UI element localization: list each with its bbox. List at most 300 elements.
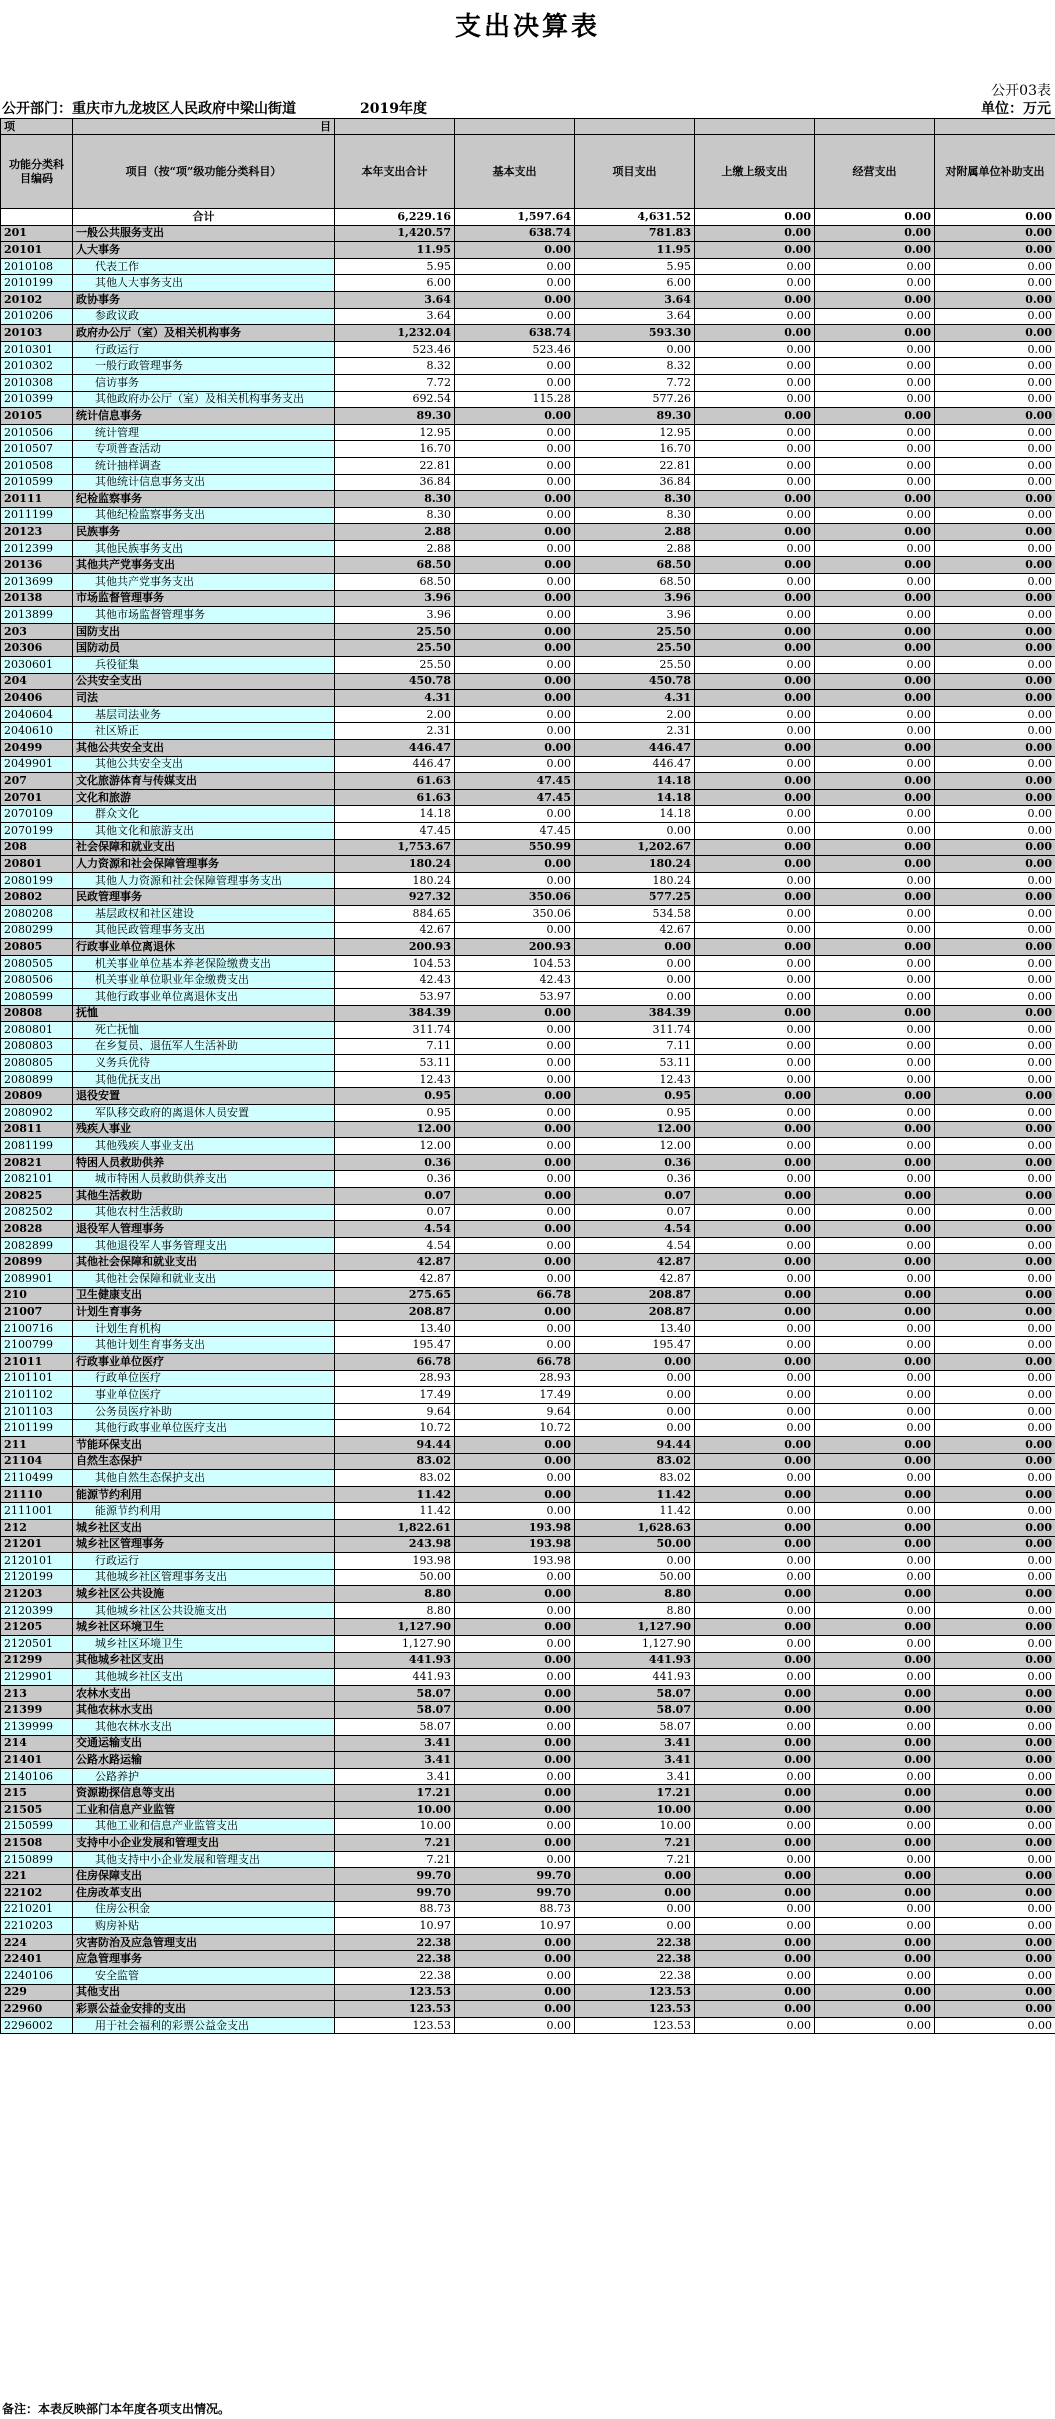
row-value: 0.00 <box>695 1519 815 1536</box>
row-value: 0.00 <box>695 1768 815 1785</box>
row-code: 2080803 <box>1 1038 73 1055</box>
row-value: 0.00 <box>935 1752 1055 1769</box>
row-name: 住房改革支出 <box>73 1884 335 1901</box>
row-value: 0.00 <box>695 242 815 259</box>
row-value: 0.00 <box>455 1802 575 1819</box>
row-code: 2100799 <box>1 1337 73 1354</box>
row-value: 0.00 <box>935 1370 1055 1387</box>
row-name: 支持中小企业发展和管理支出 <box>73 1835 335 1852</box>
row-value: 311.74 <box>575 1022 695 1039</box>
row-value: 0.00 <box>695 1967 815 1984</box>
row-value: 7.72 <box>575 374 695 391</box>
row-value: 14.18 <box>575 806 695 823</box>
row-value: 4.54 <box>335 1237 455 1254</box>
row-name: 其他共产党事务支出 <box>73 574 335 591</box>
row-name: 市场监督管理事务 <box>73 590 335 607</box>
row-name: 司法 <box>73 690 335 707</box>
row-value: 0.07 <box>575 1188 695 1205</box>
row-value: 0.00 <box>695 1370 815 1387</box>
row-value: 0.00 <box>695 1785 815 1802</box>
row-code: 21508 <box>1 1835 73 1852</box>
row-name: 退役军人管理事务 <box>73 1221 335 1238</box>
row-value: 0.00 <box>575 1420 695 1437</box>
row-value: 8.32 <box>335 358 455 375</box>
row-value: 0.00 <box>815 1519 935 1536</box>
row-code: 20123 <box>1 524 73 541</box>
row-value: 208.87 <box>335 1304 455 1321</box>
row-name: 灾害防治及应急管理支出 <box>73 1934 335 1951</box>
row-value: 0.00 <box>695 507 815 524</box>
row-value: 0.00 <box>455 1569 575 1586</box>
row-value: 523.46 <box>455 341 575 358</box>
row-name: 军队移交政府的离退休人员安置 <box>73 1105 335 1122</box>
row-value: 0.00 <box>695 773 815 790</box>
row-value: 2.31 <box>335 723 455 740</box>
row-code: 2049901 <box>1 756 73 773</box>
row-value: 0.00 <box>575 1868 695 1885</box>
row-value: 275.65 <box>335 1287 455 1304</box>
row-value: 0.07 <box>575 1204 695 1221</box>
row-value: 0.00 <box>695 640 815 657</box>
row-value: 0.00 <box>815 706 935 723</box>
col-header-project: 项目支出 <box>575 135 695 209</box>
row-value: 0.00 <box>455 1337 575 1354</box>
row-value: 0.00 <box>695 690 815 707</box>
table-row <box>1 1586 1055 1603</box>
row-value: 42.87 <box>575 1254 695 1271</box>
row-value: 0.00 <box>815 1884 935 1901</box>
row-value: 0.00 <box>455 1138 575 1155</box>
row-value: 0.00 <box>935 1918 1055 1935</box>
row-name: 人大事务 <box>73 242 335 259</box>
row-code: 229 <box>1 1984 73 2001</box>
row-code: 2080902 <box>1 1105 73 1122</box>
row-value: 0.00 <box>815 341 935 358</box>
row-value: 384.39 <box>335 1005 455 1022</box>
row-name: 城乡社区支出 <box>73 1519 335 1536</box>
row-code: 2070199 <box>1 822 73 839</box>
row-value: 193.98 <box>335 1553 455 1570</box>
row-name: 住房保障支出 <box>73 1868 335 1885</box>
row-name: 义务兵优待 <box>73 1055 335 1072</box>
row-value: 0.00 <box>935 922 1055 939</box>
row-code: 21401 <box>1 1752 73 1769</box>
row-value: 0.00 <box>455 1685 575 1702</box>
row-name: 其他市场监督管理事务 <box>73 607 335 624</box>
row-code: 208 <box>1 839 73 856</box>
row-value: 0.00 <box>695 391 815 408</box>
row-value: 0.00 <box>695 822 815 839</box>
row-name: 自然生态保护 <box>73 1453 335 1470</box>
row-value: 12.43 <box>335 1071 455 1088</box>
row-name: 其他计划生育事务支出 <box>73 1337 335 1354</box>
row-value: 0.00 <box>455 1237 575 1254</box>
row-value: 1,127.90 <box>575 1619 695 1636</box>
row-name: 购房补贴 <box>73 1918 335 1935</box>
table-row <box>1 1719 1055 1736</box>
row-value: 7.21 <box>335 1851 455 1868</box>
row-value: 0.00 <box>815 623 935 640</box>
row-name: 文化旅游体育与传媒支出 <box>73 773 335 790</box>
row-name: 国防支出 <box>73 623 335 640</box>
row-value: 0.00 <box>815 491 935 508</box>
row-value: 195.47 <box>575 1337 695 1354</box>
row-name: 退役安置 <box>73 1088 335 1105</box>
row-value: 0.00 <box>455 1835 575 1852</box>
row-code: 2080506 <box>1 972 73 989</box>
row-value: 11.42 <box>575 1503 695 1520</box>
row-name: 其他城乡社区支出 <box>73 1652 335 1669</box>
table-row <box>1 988 1055 1005</box>
row-value: 8.80 <box>575 1586 695 1603</box>
row-value: 0.00 <box>695 1901 815 1918</box>
row-value: 0.00 <box>935 557 1055 574</box>
row-value: 10.00 <box>575 1802 695 1819</box>
row-value: 0.00 <box>695 1204 815 1221</box>
row-value: 0.00 <box>935 1735 1055 1752</box>
row-value: 0.00 <box>455 2017 575 2034</box>
row-code: 20102 <box>1 291 73 308</box>
row-value: 577.25 <box>575 889 695 906</box>
row-value: 0.95 <box>575 1088 695 1105</box>
row-name: 能源节约利用 <box>73 1503 335 1520</box>
row-value: 88.73 <box>335 1901 455 1918</box>
total-value: 1,597.64 <box>455 209 575 226</box>
row-value: 0.00 <box>935 1071 1055 1088</box>
row-value: 0.00 <box>455 1071 575 1088</box>
row-value: 0.00 <box>815 2017 935 2034</box>
row-code: 2150899 <box>1 1851 73 1868</box>
row-value: 0.00 <box>815 1121 935 1138</box>
table-row <box>1 1387 1055 1404</box>
row-value: 0.00 <box>455 1851 575 1868</box>
row-value: 0.00 <box>695 1071 815 1088</box>
table-row <box>1 225 1055 242</box>
row-value: 0.00 <box>815 1669 935 1686</box>
row-value: 3.96 <box>575 607 695 624</box>
row-value: 0.00 <box>815 1453 935 1470</box>
unit-label: 单位：万元 <box>981 101 1051 117</box>
row-name: 一般行政管理事务 <box>73 358 335 375</box>
row-value: 0.00 <box>935 789 1055 806</box>
row-value: 83.02 <box>335 1453 455 1470</box>
row-value: 58.07 <box>575 1702 695 1719</box>
row-code: 2010206 <box>1 308 73 325</box>
row-value: 0.00 <box>695 590 815 607</box>
row-value: 0.00 <box>455 1752 575 1769</box>
row-value: 0.00 <box>455 872 575 889</box>
row-value: 0.00 <box>695 723 815 740</box>
row-name: 节能环保支出 <box>73 1436 335 1453</box>
row-name: 其他共产党事务支出 <box>73 557 335 574</box>
row-code: 2101102 <box>1 1387 73 1404</box>
row-value: 0.00 <box>695 1038 815 1055</box>
row-code: 21007 <box>1 1304 73 1321</box>
row-value: 0.00 <box>815 922 935 939</box>
row-value: 3.41 <box>575 1735 695 1752</box>
row-value: 10.97 <box>455 1918 575 1935</box>
table-row <box>1 1436 1055 1453</box>
table-row <box>1 2017 1055 2034</box>
row-value: 22.81 <box>335 457 455 474</box>
row-name: 公共安全支出 <box>73 673 335 690</box>
row-code: 20899 <box>1 1254 73 1271</box>
row-value: 0.00 <box>575 1901 695 1918</box>
row-value: 0.00 <box>695 1403 815 1420</box>
row-value: 58.07 <box>335 1685 455 1702</box>
row-value: 0.00 <box>695 424 815 441</box>
row-value: 0.00 <box>935 341 1055 358</box>
row-value: 12.00 <box>575 1121 695 1138</box>
row-value: 0.00 <box>695 1802 815 1819</box>
row-code: 20805 <box>1 939 73 956</box>
row-value: 1,822.61 <box>335 1519 455 1536</box>
row-value: 0.00 <box>815 939 935 956</box>
row-value: 195.47 <box>335 1337 455 1354</box>
table-row <box>1 673 1055 690</box>
col-header-total: 本年支出合计 <box>335 135 455 209</box>
row-value: 0.00 <box>935 1055 1055 1072</box>
table-row <box>1 1868 1055 1885</box>
row-value: 208.87 <box>575 1287 695 1304</box>
row-value: 0.00 <box>935 225 1055 242</box>
row-value: 0.00 <box>815 690 935 707</box>
row-value: 1,202.67 <box>575 839 695 856</box>
table-row <box>1 491 1055 508</box>
row-value: 0.00 <box>695 474 815 491</box>
row-value: 9.64 <box>335 1403 455 1420</box>
row-name: 统计管理 <box>73 424 335 441</box>
row-value: 4.54 <box>575 1221 695 1238</box>
row-name: 人力资源和社会保障管理事务 <box>73 856 335 873</box>
table-row <box>1 1918 1055 1935</box>
row-value: 3.96 <box>335 607 455 624</box>
row-value: 0.00 <box>815 1602 935 1619</box>
row-name: 其他优抚支出 <box>73 1071 335 1088</box>
row-value: 0.00 <box>695 1121 815 1138</box>
row-code: 2120501 <box>1 1636 73 1653</box>
table-row <box>1 1503 1055 1520</box>
row-name: 城市特困人员救助供养支出 <box>73 1171 335 1188</box>
row-value: 22.38 <box>575 1934 695 1951</box>
row-value: 0.00 <box>935 408 1055 425</box>
footnote: 备注：本表反映部门本年度各项支出情况。 <box>2 2402 231 2416</box>
row-value: 0.00 <box>815 1387 935 1404</box>
row-value: 28.93 <box>335 1370 455 1387</box>
row-value: 0.00 <box>455 1818 575 1835</box>
row-name: 能源节约利用 <box>73 1486 335 1503</box>
row-name: 在乡复员、退伍军人生活补助 <box>73 1038 335 1055</box>
row-value: 0.00 <box>455 1768 575 1785</box>
row-value: 11.95 <box>575 242 695 259</box>
table-row <box>1 1420 1055 1437</box>
row-value: 0.00 <box>575 1403 695 1420</box>
row-value: 5.95 <box>335 258 455 275</box>
row-value: 0.00 <box>695 1934 815 1951</box>
table-row <box>1 905 1055 922</box>
table-row <box>1 839 1055 856</box>
row-name: 工业和信息产业监管 <box>73 1802 335 1819</box>
form-number: 公开03表 <box>991 83 1051 99</box>
row-value: 0.00 <box>935 1304 1055 1321</box>
row-code: 2082101 <box>1 1171 73 1188</box>
row-value: 0.00 <box>935 1719 1055 1736</box>
row-value: 0.00 <box>455 1735 575 1752</box>
row-value: 0.00 <box>455 1436 575 1453</box>
row-value: 0.00 <box>455 408 575 425</box>
row-value: 11.42 <box>335 1503 455 1520</box>
row-value: 1,753.67 <box>335 839 455 856</box>
row-value: 0.00 <box>455 441 575 458</box>
row-value: 550.99 <box>455 839 575 856</box>
table-row <box>1 740 1055 757</box>
row-name: 安全监管 <box>73 1967 335 1984</box>
table-row <box>1 557 1055 574</box>
row-name: 其他支持中小企业发展和管理支出 <box>73 1851 335 1868</box>
row-value: 6.00 <box>575 275 695 292</box>
row-value: 0.07 <box>335 1204 455 1221</box>
row-code: 2082899 <box>1 1237 73 1254</box>
row-value: 0.00 <box>455 756 575 773</box>
row-value: 0.00 <box>935 540 1055 557</box>
row-value: 446.47 <box>335 740 455 757</box>
row-value: 0.00 <box>935 839 1055 856</box>
row-code: 22401 <box>1 1951 73 1968</box>
row-name: 其他公共安全支出 <box>73 756 335 773</box>
table-row <box>1 1221 1055 1238</box>
row-value: 0.00 <box>815 1436 935 1453</box>
row-name: 一般公共服务支出 <box>73 225 335 242</box>
table-row <box>1 1353 1055 1370</box>
table-row <box>1 690 1055 707</box>
row-value: 0.00 <box>455 590 575 607</box>
row-name: 纪检监察事务 <box>73 491 335 508</box>
row-name: 计划生育机构 <box>73 1320 335 1337</box>
row-value: 0.00 <box>455 740 575 757</box>
col-header-name: 项目（按“项”级功能分类科目） <box>73 135 335 209</box>
row-value: 0.00 <box>575 955 695 972</box>
row-value: 0.00 <box>815 1171 935 1188</box>
row-value: 3.64 <box>575 291 695 308</box>
row-value: 123.53 <box>335 1984 455 2001</box>
row-value: 7.21 <box>335 1835 455 1852</box>
row-name: 事业单位医疗 <box>73 1387 335 1404</box>
department-label: 公开部门：重庆市九龙坡区人民政府中梁山街道 <box>2 101 296 117</box>
row-value: 384.39 <box>575 1005 695 1022</box>
row-value: 83.02 <box>335 1470 455 1487</box>
row-value: 0.00 <box>935 1984 1055 2001</box>
row-value: 0.00 <box>695 657 815 674</box>
row-value: 2.88 <box>335 524 455 541</box>
row-code: 2080899 <box>1 1071 73 1088</box>
row-code: 2013899 <box>1 607 73 624</box>
row-name: 其他退役军人事务管理支出 <box>73 1237 335 1254</box>
row-value: 88.73 <box>455 1901 575 1918</box>
row-value: 0.00 <box>695 1486 815 1503</box>
row-value: 3.64 <box>575 308 695 325</box>
row-code: 2101103 <box>1 1403 73 1420</box>
row-value: 0.00 <box>575 1353 695 1370</box>
row-value: 58.07 <box>335 1719 455 1736</box>
row-value: 7.72 <box>335 374 455 391</box>
row-value: 0.00 <box>695 1735 815 1752</box>
row-value: 0.00 <box>815 872 935 889</box>
row-value: 0.00 <box>455 690 575 707</box>
row-value: 0.00 <box>455 1586 575 1603</box>
row-value: 0.00 <box>935 822 1055 839</box>
row-value: 14.18 <box>575 789 695 806</box>
row-value: 2.00 <box>575 706 695 723</box>
row-name: 彩票公益金安排的支出 <box>73 2001 335 2018</box>
row-value: 123.53 <box>575 1984 695 2001</box>
row-value: 0.00 <box>935 1785 1055 1802</box>
row-value: 0.00 <box>935 391 1055 408</box>
row-value: 0.00 <box>815 1984 935 2001</box>
row-code: 224 <box>1 1934 73 1951</box>
table-row <box>1 341 1055 358</box>
row-value: 0.00 <box>815 1553 935 1570</box>
row-name: 其他行政事业单位医疗支出 <box>73 1420 335 1437</box>
row-value: 0.00 <box>935 1602 1055 1619</box>
row-value: 0.00 <box>695 1752 815 1769</box>
row-value: 0.00 <box>455 1453 575 1470</box>
row-name: 信访事务 <box>73 374 335 391</box>
row-code: 2010599 <box>1 474 73 491</box>
table-row <box>1 507 1055 524</box>
row-value: 14.18 <box>335 806 455 823</box>
table-row <box>1 706 1055 723</box>
row-value: 0.00 <box>935 1470 1055 1487</box>
row-value: 0.00 <box>695 1470 815 1487</box>
row-value: 53.11 <box>575 1055 695 1072</box>
row-name: 文化和旅游 <box>73 789 335 806</box>
row-value: 200.93 <box>335 939 455 956</box>
row-value: 0.00 <box>815 955 935 972</box>
row-value: 0.00 <box>935 291 1055 308</box>
row-code: 20103 <box>1 325 73 342</box>
row-value: 0.00 <box>815 1470 935 1487</box>
row-value: 0.00 <box>935 1436 1055 1453</box>
table-row <box>1 1768 1055 1785</box>
row-value: 0.00 <box>815 1967 935 1984</box>
table-row <box>1 1636 1055 1653</box>
row-value: 0.00 <box>455 806 575 823</box>
row-value: 0.00 <box>695 1287 815 1304</box>
row-code: 2040604 <box>1 706 73 723</box>
row-code: 207 <box>1 773 73 790</box>
row-value: 884.65 <box>335 905 455 922</box>
col-header-business: 经营支出 <box>815 135 935 209</box>
row-value: 0.00 <box>455 1967 575 1984</box>
row-value: 0.00 <box>815 822 935 839</box>
row-value: 0.00 <box>455 1188 575 1205</box>
row-value: 10.97 <box>335 1918 455 1935</box>
row-value: 0.00 <box>935 1702 1055 1719</box>
row-value: 0.00 <box>815 1702 935 1719</box>
row-value: 0.00 <box>935 1536 1055 1553</box>
row-value: 0.00 <box>935 1271 1055 1288</box>
row-value: 0.00 <box>935 1038 1055 1055</box>
row-value: 0.95 <box>335 1088 455 1105</box>
row-value: 0.00 <box>455 706 575 723</box>
row-value: 25.50 <box>335 657 455 674</box>
row-code: 20809 <box>1 1088 73 1105</box>
row-value: 1,127.90 <box>575 1636 695 1653</box>
row-value: 8.30 <box>575 491 695 508</box>
row-value: 0.00 <box>935 1005 1055 1022</box>
table-row <box>1 1619 1055 1636</box>
row-value: 1,127.90 <box>335 1619 455 1636</box>
